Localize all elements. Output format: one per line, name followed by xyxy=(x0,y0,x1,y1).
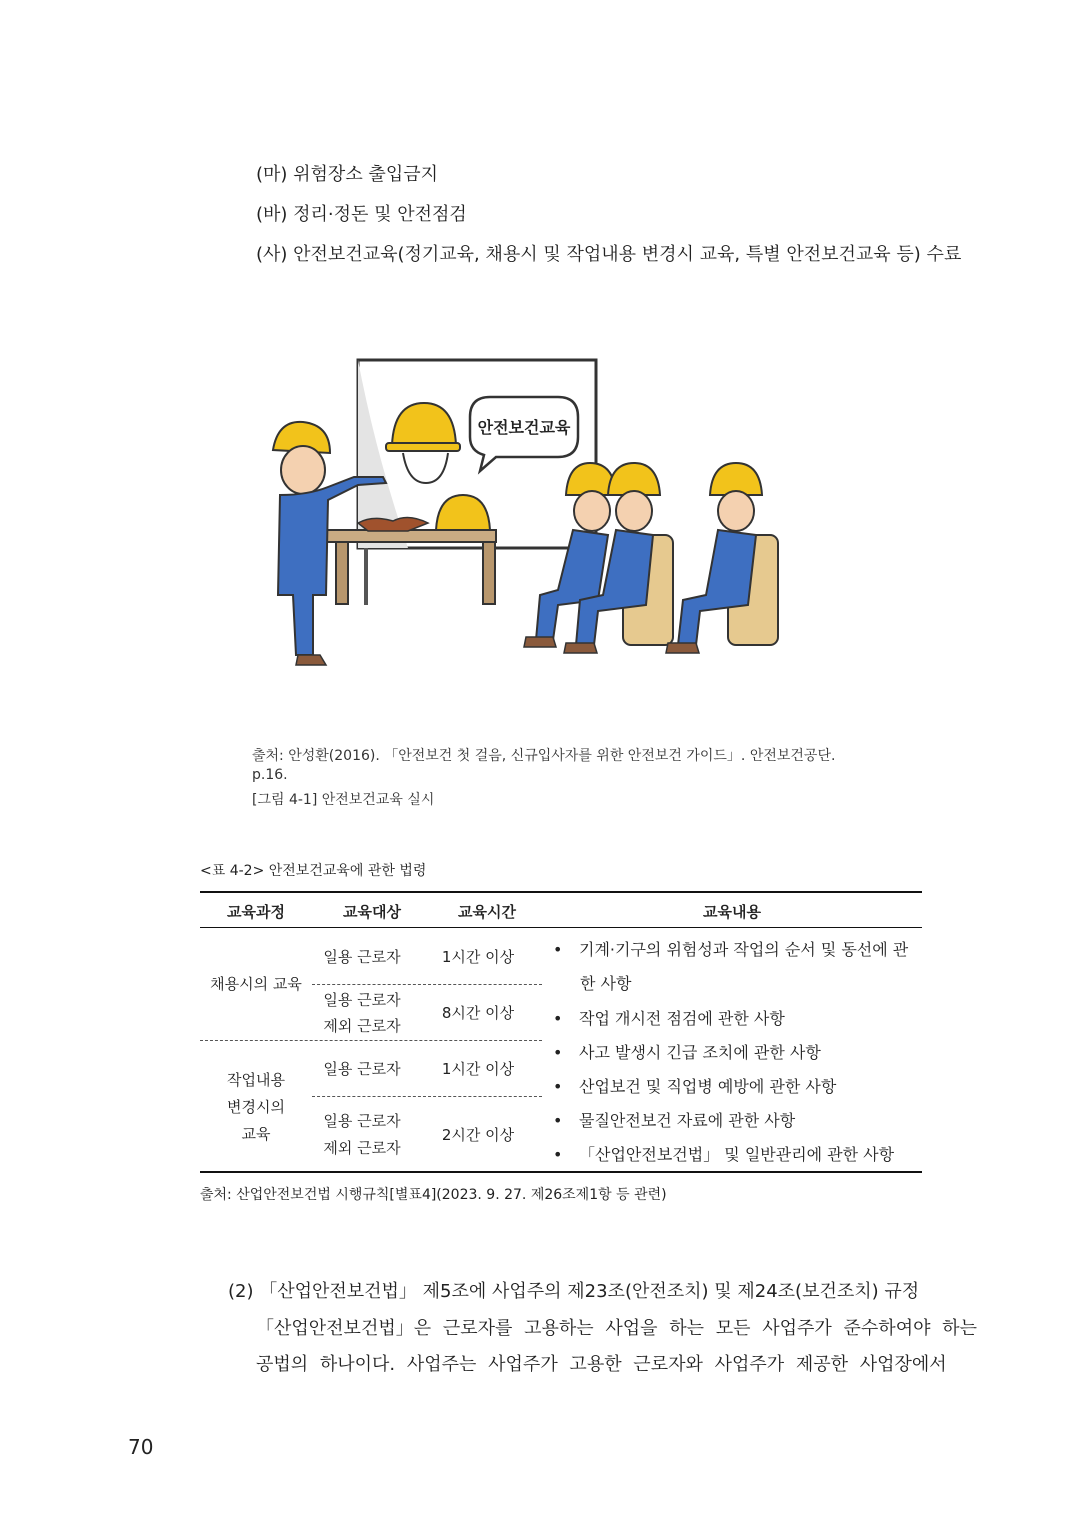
target-non-daily-l1: 일용 근로자 xyxy=(323,1112,401,1130)
content-item-4-text: 산업보건 및 직업병 예방에 관한 사항 xyxy=(579,1077,837,1096)
hours-1h: 1시간 이상 xyxy=(441,1060,515,1078)
content-item-2-text: 작업 개시전 점검에 관한 사항 xyxy=(579,1009,785,1028)
hours-8h: 8시간 이상 xyxy=(441,1004,515,1022)
safety-education-illustration xyxy=(258,355,798,675)
content-item-2: • 작업 개시전 점검에 관한 사항 xyxy=(553,1009,785,1028)
course-change-l2: 변경시의 xyxy=(227,1098,285,1116)
header-target: 교육대상 xyxy=(343,903,401,921)
figure-source-line1: 출처: 안성환(2016). 「안전보건 첫 걸음, 신규입사자를 위한 안전보건 가이드」. 안전보건공단. xyxy=(252,748,836,764)
course-change-l3: 교육 xyxy=(241,1125,271,1143)
target-daily: 일용 근로자 xyxy=(323,948,401,966)
header-content: 교육내용 xyxy=(703,903,761,921)
section-body-line1: 「산업안전보건법」은 근로자를 고용하는 사업을 하는 모든 사업주가 준수하여야 하는 xyxy=(256,1318,977,1339)
figure-caption: [그림 4-1] 안전보건교육 실시 xyxy=(252,792,435,808)
seated-worker-3 xyxy=(666,463,778,653)
section-body-line2: 공법의 하나이다. 사업주는 사업주가 고용한 근로자와 사업주가 제공한 사업장에서 xyxy=(256,1354,947,1375)
header-course: 교육과정 xyxy=(227,903,285,921)
list-item-ma: (마) 위험장소 출입금지 xyxy=(256,164,438,185)
target-daily: 일용 근로자 xyxy=(323,1060,401,1078)
content-item-1-cont: 한 사항 xyxy=(580,974,632,993)
content-item-4: • 산업보건 및 직업병 예방에 관한 사항 xyxy=(553,1077,837,1096)
table-header-rule xyxy=(200,927,922,928)
target-non-daily-l2: 제외 근로자 xyxy=(323,1017,401,1035)
list-item-ba: (바) 정리·정돈 및 안전점검 xyxy=(256,204,467,225)
row-divider xyxy=(312,984,542,985)
speech-bubble-text: 안전보건교육 xyxy=(477,418,571,437)
course-hiring: 채용시의 교육 xyxy=(210,975,302,993)
hours-2h: 2시간 이상 xyxy=(441,1126,515,1144)
content-item-1: • 기계·기구의 위험성과 작업의 순서 및 동선에 관 xyxy=(553,940,909,959)
row-divider xyxy=(312,1096,542,1097)
content-item-6: • 「산업안전보건법」 및 일반관리에 관한 사항 xyxy=(553,1145,895,1164)
content-item-3: • 사고 발생시 긴급 조치에 관한 사항 xyxy=(553,1043,821,1062)
content-item-5: • 물질안전보건 자료에 관한 사항 xyxy=(553,1111,796,1130)
course-change-l1: 작업내용 xyxy=(227,1071,285,1089)
table-top-rule xyxy=(200,891,922,893)
hours-1h: 1시간 이상 xyxy=(441,948,515,966)
page-number: 70 xyxy=(128,1435,154,1459)
content-item-6-text: 「산업안전보건법」 및 일반관리에 관한 사항 xyxy=(579,1145,895,1164)
figure-source-line2: p.16. xyxy=(252,767,288,783)
target-non-daily-l2: 제외 근로자 xyxy=(323,1139,401,1157)
content-item-1-text: 기계·기구의 위험성과 작업의 순서 및 동선에 관 xyxy=(579,940,909,959)
content-item-5-text: 물질안전보건 자료에 관한 사항 xyxy=(579,1111,796,1130)
list-item-sa: (사) 안전보건교육(정기교육, 채용시 및 작업내용 변경시 교육, 특별 안전보건교육 등) 수료 xyxy=(256,244,962,265)
table-source: 출처: 산업안전보건법 시행규칙[별표4](2023. 9. 27. 제26조제1항 등 관련) xyxy=(200,1187,667,1203)
content-item-3-text: 사고 발생시 긴급 조치에 관한 사항 xyxy=(579,1043,821,1062)
section-heading: (2) 「산업안전보건법」 제5조에 사업주의 제23조(안전조치) 및 제24조(보건조치) 규정 xyxy=(228,1281,920,1302)
table-bottom-rule xyxy=(200,1171,922,1173)
table-title: <표 4-2> 안전보건교육에 관한 법령 xyxy=(200,863,427,879)
group-divider xyxy=(200,1040,542,1041)
target-non-daily-l1: 일용 근로자 xyxy=(323,991,401,1009)
header-hours: 교육시간 xyxy=(458,903,516,921)
